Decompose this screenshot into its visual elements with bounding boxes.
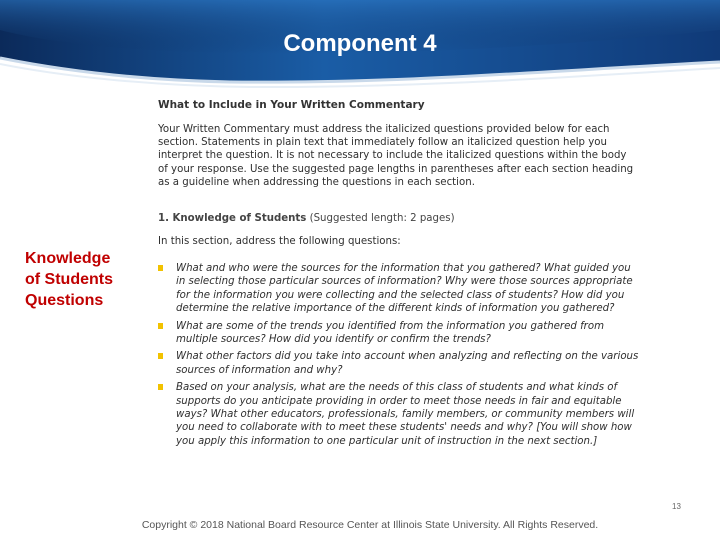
bullet-icon <box>158 265 163 271</box>
excerpt-heading: What to Include in Your Written Commentary <box>158 99 425 111</box>
question-line: What and who were the sources for the information that you gathered? What guided you <box>176 263 631 274</box>
question-item <box>158 320 605 347</box>
question-item <box>158 350 639 377</box>
intro-line: Your Written Commentary must address the italicized questions provided below for each <box>158 124 610 135</box>
slide-title: Component 4 <box>283 30 437 57</box>
question-line: you need to collaborate with to meet these students' needs and why? [You will show how <box>176 422 632 434</box>
section-heading <box>158 213 455 224</box>
section-title: 1. Knowledge of Students <box>158 213 307 224</box>
side-label-line: Questions <box>25 292 104 309</box>
question-line: multiple sources? How did you identify or confirm the trends? <box>176 334 491 346</box>
bullet-icon <box>158 353 163 359</box>
bullet-icon <box>158 384 163 390</box>
side-label-line: Knowledge <box>25 250 111 267</box>
question-line: What other factors did you take into account when analyzing and reflecting on the various <box>176 351 639 363</box>
section-prompt: In this section, address the following questions: <box>158 236 401 247</box>
question-line: What are some of the trends you identified from the information you gathered from <box>176 320 605 332</box>
question-line: supports do you anticipate providing in order to meet those needs in fair and equitable <box>176 395 622 407</box>
intro-line: interpret the question. It is not necessary to include the italicized questions within the body <box>158 150 627 162</box>
slide-header <box>0 0 720 92</box>
intro-paragraph <box>158 123 634 189</box>
intro-line: as a guideline when addressing the questions in each section. <box>158 176 475 188</box>
copyright-footer: Copyright © 2018 National Board Resource Center at Illinois State University. All Rights Reserved. <box>141 519 599 531</box>
section-length: (Suggested length: 2 pages) <box>309 213 455 224</box>
question-list <box>158 262 639 452</box>
side-label-line: of Students <box>25 271 113 288</box>
question-line: sources of information and why? <box>176 364 343 376</box>
side-label <box>25 248 135 311</box>
commentary-excerpt-image <box>128 92 639 476</box>
question-line: Based on your analysis, what are the needs of this class of students and what kinds of <box>176 382 618 394</box>
question-line: you apply this information to one particular unit of instruction in the next section.] <box>176 435 598 447</box>
intro-line: of your response. Use the suggested page lengths in parentheses after each section heading <box>158 163 634 175</box>
question-line: for the information you were collecting and the selected class of students? How did you <box>176 289 625 301</box>
question-item <box>158 381 635 448</box>
question-line: in selecting those particular sources of information? Why were those sources appropriate <box>176 276 633 288</box>
bullet-icon <box>158 323 163 329</box>
question-item <box>158 262 633 316</box>
question-line: determine the relative importance of the different kinds of information you gathered? <box>176 303 615 315</box>
question-line: ways? What other educators, professionals, family members, or community members will <box>176 409 635 421</box>
page-number: 13 <box>672 502 681 511</box>
intro-line: section. Statements in plain text that immediately follow an italicized question help you <box>158 137 607 149</box>
